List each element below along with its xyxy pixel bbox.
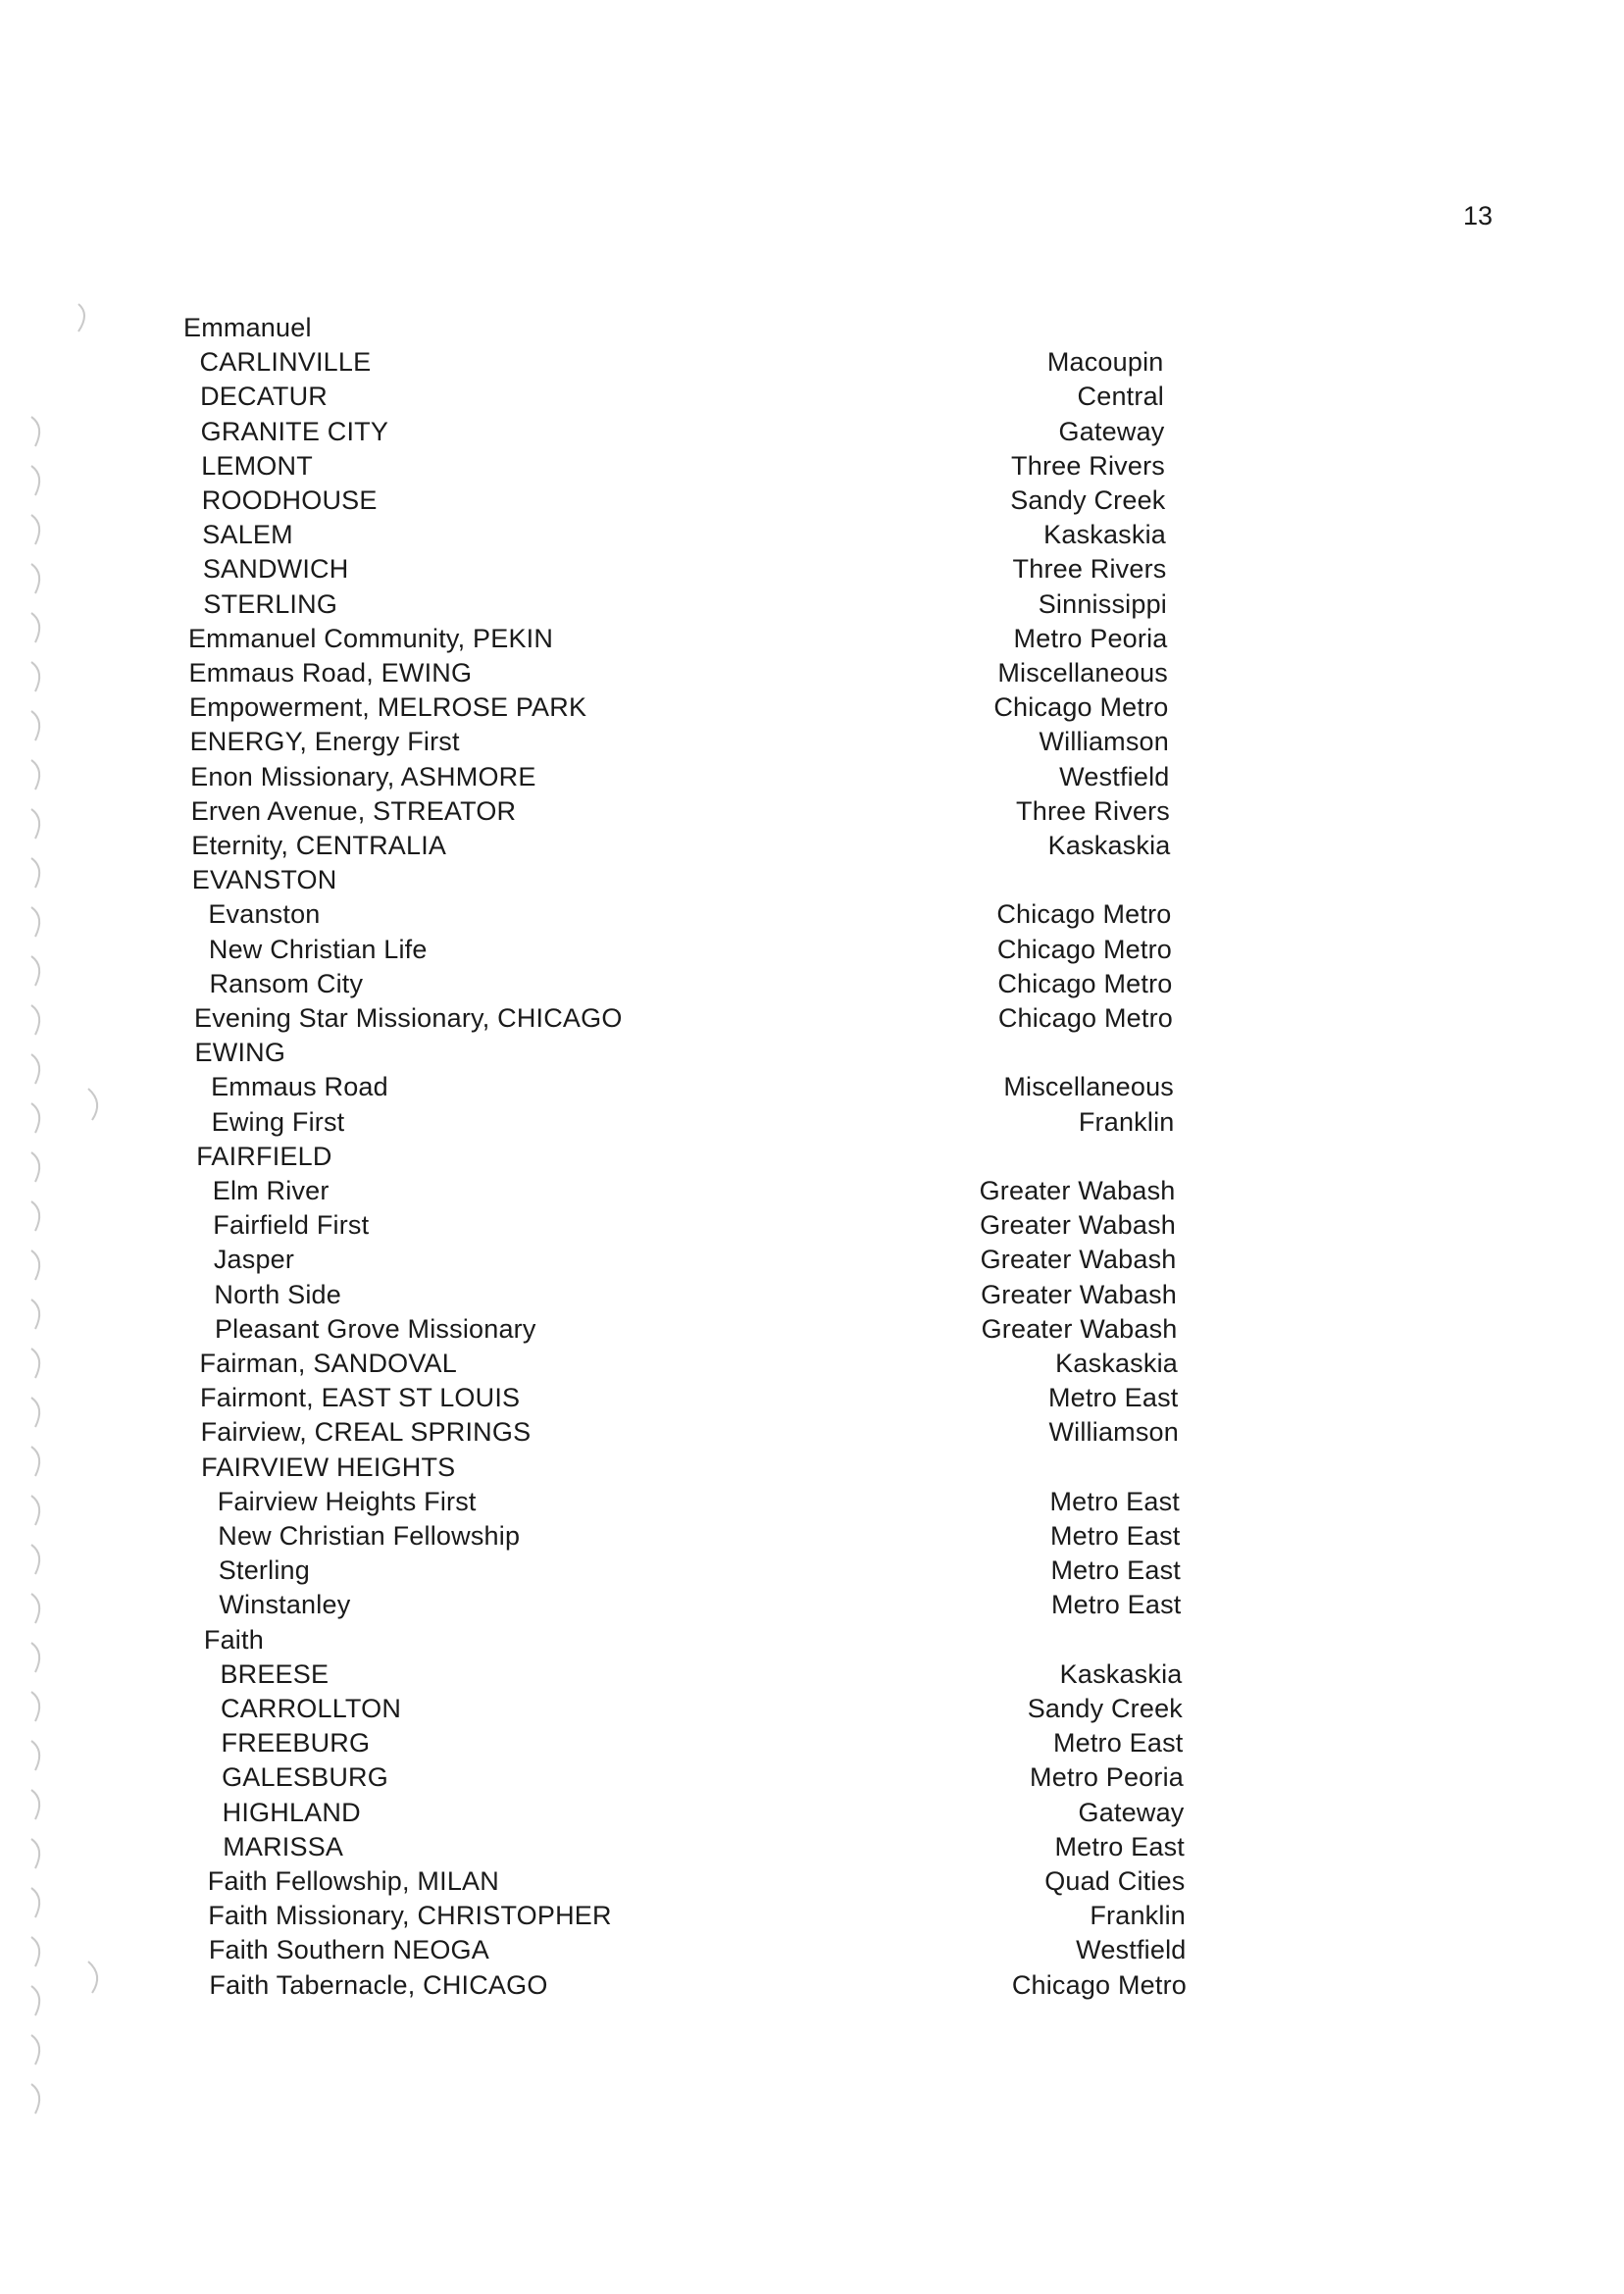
church-name-sub: New Christian Fellowship xyxy=(218,1521,521,1551)
church-name-sub: DECATUR xyxy=(200,382,328,412)
church-name-sub: Fairfield First xyxy=(213,1210,370,1241)
district-name: Central xyxy=(1077,382,1164,412)
district-name: Metro East xyxy=(1054,1831,1185,1861)
district-name: Franklin xyxy=(1090,1901,1186,1931)
church-name-sub: Jasper xyxy=(213,1245,295,1275)
district-name: Quad Cities xyxy=(1044,1866,1186,1896)
district-name: Gateway xyxy=(1058,416,1165,446)
district-name: Kaskaskia xyxy=(1043,520,1166,550)
district-name: Chicago Metro xyxy=(1011,1969,1187,2000)
district-name: Greater Wabash xyxy=(981,1279,1177,1309)
church-name: Faith Southern NEOGA xyxy=(208,1935,489,1965)
church-name-sub: North Side xyxy=(214,1279,341,1309)
church-name: Faith Tabernacle, CHICAGO xyxy=(209,1969,548,2000)
district-name: Sinnissippi xyxy=(1038,588,1167,619)
district-name: Gateway xyxy=(1078,1797,1185,1827)
church-name-sub: GALESBURG xyxy=(222,1762,388,1793)
district-name: Metro Peoria xyxy=(1013,623,1168,653)
church-name: FAIRFIELD xyxy=(196,1141,332,1171)
church-name-sub: Ewing First xyxy=(211,1106,345,1137)
church-name: Erven Avenue, STREATOR xyxy=(190,795,517,826)
church-name-sub: SANDWICH xyxy=(202,554,349,585)
district-name: Kaskaskia xyxy=(1055,1349,1178,1378)
church-name-sub: HIGHLAND xyxy=(222,1797,361,1827)
district-name: Metro East xyxy=(1049,1486,1180,1516)
church-name-sub: Ransom City xyxy=(209,968,364,998)
district-name: Three Rivers xyxy=(1011,450,1165,481)
district-name: Franklin xyxy=(1078,1106,1175,1137)
district-name: Miscellaneous xyxy=(1003,1072,1174,1102)
church-name-sub: CARLINVILLE xyxy=(199,347,372,378)
church-name: Fairview, CREAL SPRINGS xyxy=(200,1417,532,1448)
church-name: Eternity, CENTRALIA xyxy=(191,831,447,860)
district-name: Three Rivers xyxy=(1012,554,1167,585)
church-name-sub: Elm River xyxy=(212,1176,330,1205)
district-name: Sandy Creek xyxy=(1027,1694,1183,1723)
district-name: Metro East xyxy=(1052,1728,1184,1759)
district-name: Chicago Metro xyxy=(997,1003,1173,1033)
district-name: Metro East xyxy=(1050,1555,1181,1586)
church-name: Emmanuel xyxy=(183,313,312,342)
district-name: Metro Peoria xyxy=(1030,1762,1184,1793)
district-name: Metro East xyxy=(1050,1590,1182,1620)
district-name: Metro East xyxy=(1049,1521,1181,1551)
church-name-sub: Sterling xyxy=(218,1555,310,1586)
church-name: Enon Missionary, ASHMORE xyxy=(190,761,536,791)
church-name: Emmanuel Community, PEKIN xyxy=(187,623,554,653)
church-name-sub: Winstanley xyxy=(219,1590,351,1620)
district-name: Miscellaneous xyxy=(997,658,1168,688)
church-name-sub: MARISSA xyxy=(223,1831,344,1861)
church-name: EVANSTON xyxy=(191,865,337,895)
district-name: Sandy Creek xyxy=(1010,485,1166,515)
church-name-sub: Evanston xyxy=(208,899,321,930)
church-name-sub: BREESE xyxy=(220,1658,330,1689)
church-name-sub: Emmaus Road xyxy=(211,1072,388,1102)
district-name: Metro East xyxy=(1047,1383,1179,1413)
district-name: Chicago Metro xyxy=(996,899,1172,930)
district-name: Greater Wabash xyxy=(980,1210,1176,1241)
district-name: Three Rivers xyxy=(1016,795,1170,826)
church-name: Fairmont, EAST ST LOUIS xyxy=(200,1383,521,1413)
district-name: Chicago Metro xyxy=(996,934,1172,964)
church-name-sub: GRANITE CITY xyxy=(200,416,389,446)
district-name: Westfield xyxy=(1059,761,1170,791)
church-name-sub: CARROLLTON xyxy=(221,1694,402,1723)
church-name-sub: Pleasant Grove Missionary xyxy=(214,1313,536,1344)
district-name: Chicago Metro xyxy=(993,692,1169,723)
district-name: Westfield xyxy=(1076,1935,1187,1965)
page-number: 13 xyxy=(1463,201,1494,230)
church-name-sub: Fairview Heights First xyxy=(217,1486,477,1516)
church-name-sub: FREEBURG xyxy=(221,1728,371,1759)
church-name: ENERGY, Energy First xyxy=(189,727,460,757)
district-name: Greater Wabash xyxy=(980,1245,1177,1275)
district-name: Greater Wabash xyxy=(979,1176,1176,1205)
church-name: Faith Fellowship, MILAN xyxy=(207,1866,499,1896)
church-name-sub: LEMONT xyxy=(201,450,313,481)
church-name-sub: SALEM xyxy=(202,520,293,550)
church-name: Empowerment, MELROSE PARK xyxy=(189,692,587,723)
district-name: Williamson xyxy=(1048,1417,1179,1448)
district-name: Williamson xyxy=(1039,727,1169,757)
church-name: Evening Star Missionary, CHICAGO xyxy=(194,1003,623,1033)
district-name: Chicago Metro xyxy=(997,968,1173,998)
church-name: Emmaus Road, EWING xyxy=(188,658,473,688)
district-name: Kaskaskia xyxy=(1047,831,1171,860)
church-name-sub: New Christian Life xyxy=(208,934,428,964)
church-name: FAIRVIEW HEIGHTS xyxy=(201,1452,456,1482)
church-name: Faith xyxy=(203,1624,264,1655)
church-name-sub: ROODHOUSE xyxy=(201,485,378,515)
district-name: Greater Wabash xyxy=(981,1313,1178,1344)
church-name: EWING xyxy=(194,1038,286,1068)
district-name: Kaskaskia xyxy=(1059,1658,1183,1689)
church-name: Faith Missionary, CHRISTOPHER xyxy=(208,1901,612,1931)
church-name: Fairman, SANDOVAL xyxy=(199,1349,457,1378)
district-name: Macoupin xyxy=(1046,347,1164,378)
church-name-sub: STERLING xyxy=(203,588,338,619)
